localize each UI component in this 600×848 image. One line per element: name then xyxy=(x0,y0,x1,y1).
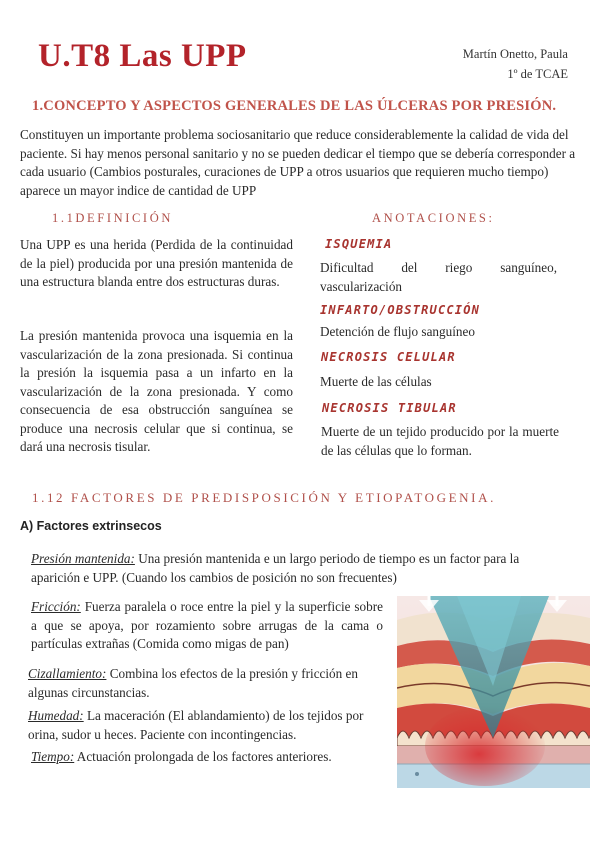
annotations-heading: ANOTACIONES: xyxy=(372,211,495,225)
factor-text: Actuación prolongada de los factores anteriores. xyxy=(74,749,332,764)
pressure-ulcer-illustration xyxy=(397,596,590,788)
section-heading-concept: 1.CONCEPTO Y ASPECTOS GENERALES DE LAS ÚLCERAS POR PRESIÓN. xyxy=(32,98,557,114)
factor-term: Humedad: xyxy=(28,708,84,723)
annotation-text-necrosis-celular: Muerte de las células xyxy=(320,374,432,389)
factor-term: Presión mantenida: xyxy=(31,551,135,566)
definition-heading: 1.1DEFINICIÓN xyxy=(52,211,173,225)
tissue-diagram-icon xyxy=(397,596,590,788)
factor-term: Tiempo: xyxy=(31,749,75,764)
annotation-text-infarto: Detención de flujo sanguíneo xyxy=(320,324,475,339)
annotation-text-necrosis-tibular: Muerte de un tejido producido por la muerte de las células que lo forman. xyxy=(321,424,559,458)
factor-humedad xyxy=(28,707,383,744)
factors-heading: 1.12 FACTORES DE PREDISPOSICIÓN Y ETIOPATOGENIA. xyxy=(32,490,496,505)
factor-text: Fuerza paralela o roce entre la piel y la superficie sobre a que se apoya, por rozamiento sobre arrugas de la cama o partículas extrañas (Comida como migas de pan) xyxy=(31,599,383,651)
factor-text: Una presión mantenida e un largo periodo de tiempo es un factor para la aparición e UPP. (Cuando los cambios de posición no son frecuentes) xyxy=(31,551,520,585)
annotation-term-necrosis-celular: NECROSIS CELULAR xyxy=(321,350,456,364)
factor-friccion xyxy=(31,598,383,654)
annotation-term-necrosis-tibular: NECROSIS TIBULAR xyxy=(322,401,457,415)
factor-tiempo xyxy=(31,748,381,767)
factor-term: Cizallamiento: xyxy=(28,666,107,681)
factor-term: Fricción: xyxy=(31,599,81,614)
definition-paragraph-1: Una UPP es una herida (Perdida de la continuidad de la piel) producida por una presión mantenida de una estructura blanda entre dos estructuras duras. xyxy=(20,237,293,289)
annotation-term-infarto: INFARTO/OBSTRUCCIÓN xyxy=(320,303,481,317)
factor-text: Combina los efectos de la presión y fricción en algunas circunstancias. xyxy=(28,666,358,700)
definition-paragraph-2: La presión mantenida provoca una isquemia en la vascularización de la zona presionada. Si continua la presión la isquemia pasa a un infarto en la vascularización de la zona presionada. Y como consecuencia de esa obstrucción sanguínea se produce una necrosis celular que si continua, se dará una necrosis tisular. xyxy=(20,328,293,454)
author-block xyxy=(463,44,568,84)
annotation-text-isquemia: Dificultad del riego sanguíneo, vascularización xyxy=(320,260,557,294)
page-title: U.T8 Las UPP xyxy=(38,38,247,74)
author-name: Martín Onetto, Paula xyxy=(462,47,568,61)
factor-cizallamiento xyxy=(28,665,378,702)
factor-presion xyxy=(31,550,551,587)
course-label: 1º de TCAE xyxy=(507,67,568,81)
intro-paragraph: Constituyen un importante problema sociosanitario que reduce considerablemente la calidad de vida del paciente. Si hay menos personal sanitario y no se pueden dedicar el tiempo que se debería corresponder a cada usuario (Cambios posturales, curaciones de UPP a otros usuarios que requieren mucho tiempo) aparece un mayor indice de cantidad de UPP xyxy=(20,127,576,198)
factor-text: La maceración (El ablandamiento) de los tejidos por orina, sudor u heces. Paciente con incontingencias. xyxy=(28,708,364,742)
extrinsic-factors-subheading: A) Factores extrinsecos xyxy=(20,519,162,533)
annotation-term-isquemia: ISQUEMIA xyxy=(325,237,393,251)
